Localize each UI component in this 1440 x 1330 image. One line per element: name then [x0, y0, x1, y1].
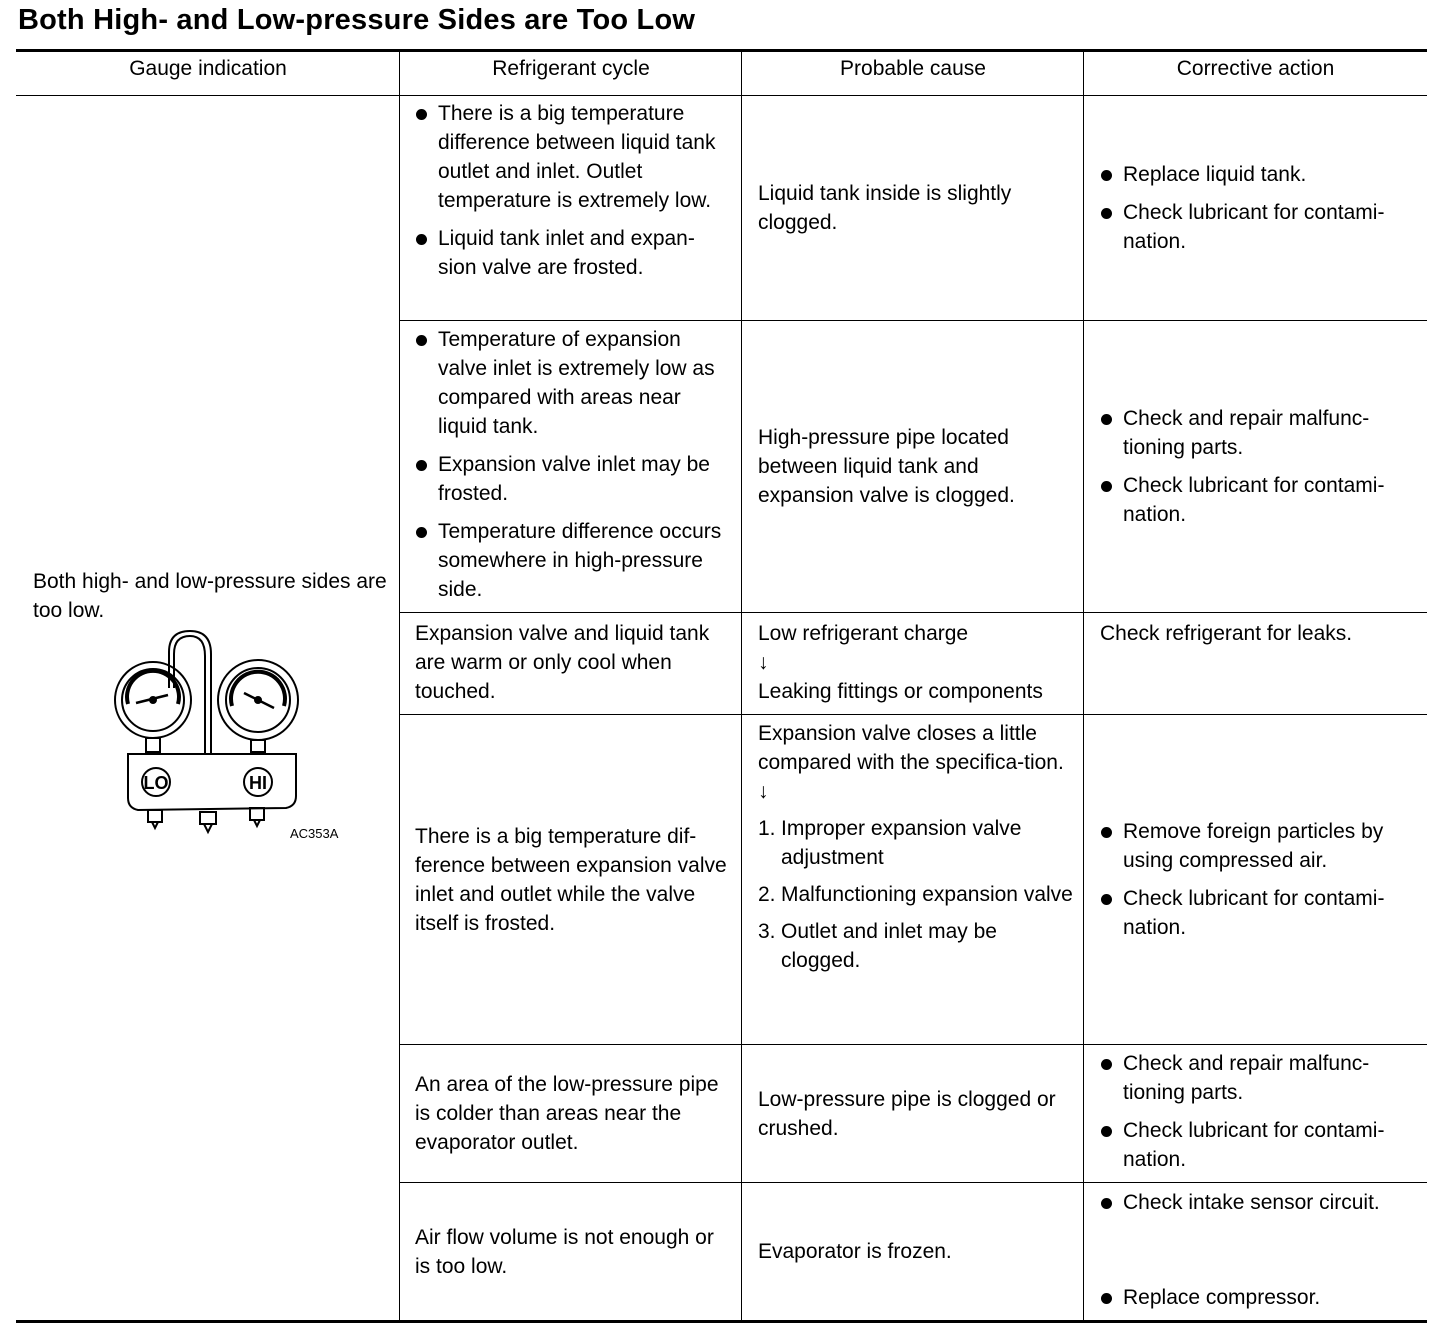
column-divider	[741, 52, 742, 1320]
header-refrigerant-cycle: Refrigerant cycle	[492, 57, 650, 80]
list-item: Remove foreign particles by using compressed air.	[1099, 817, 1419, 875]
column-divider	[1083, 52, 1084, 1320]
lo-label: LO	[143, 773, 169, 793]
header-gauge-indication: Gauge indication	[129, 57, 287, 80]
list-item: Check intake sensor circuit.	[1099, 1188, 1419, 1217]
cause-text: Low-pressure pipe is clogged or crushed.	[758, 1087, 1056, 1140]
gauge-indication-text: Both high- and low-pressure sides are too low.	[33, 570, 387, 622]
row5-refrigerant-cycle	[415, 1045, 733, 1182]
list-item: Check lubricant for contami-nation.	[1099, 471, 1419, 529]
row4-corrective-action	[1099, 715, 1419, 1044]
row3-probable-cause	[758, 619, 1082, 706]
row5-probable-cause	[758, 1045, 1076, 1182]
row3-corrective-action: Check refrigerant for leaks.	[1100, 622, 1353, 645]
page-title: Both High- and Low-pressure Sides are Too Low	[18, 4, 696, 36]
cycle-text: There is a big temperature dif-ference between expansion valve inlet and outlet while the valve itself is frosted.	[415, 824, 727, 935]
row6-probable-cause	[758, 1183, 1076, 1320]
list-item: Check lubricant for contami-nation.	[1099, 884, 1419, 942]
cause-text: Low refrigerant charge	[758, 622, 969, 645]
row6-corrective-action-bottom	[1099, 1283, 1419, 1312]
down-arrow-icon: ↓	[758, 651, 769, 674]
list-item: Temperature difference occurs somewhere in high-pressure side.	[414, 517, 732, 604]
list-item: Check lubricant for contami-nation.	[1099, 198, 1419, 256]
list-item: Expansion valve inlet may be frosted.	[414, 450, 732, 508]
cause-text: High-pressure pipe located between liquid tank and expansion valve is clogged.	[758, 426, 1015, 507]
header-probable-cause: Probable cause	[840, 57, 986, 80]
row6-refrigerant-cycle	[415, 1183, 733, 1320]
cause-text: Liquid tank inside is slightly clogged.	[758, 182, 1012, 234]
cycle-text: Air flow volume is not enough or is too low.	[415, 1225, 714, 1278]
list-item: Replace liquid tank.	[1099, 160, 1419, 189]
list-item: Check lubricant for contami-nation.	[1099, 1116, 1419, 1174]
list-item: Check and repair malfunc-tioning parts.	[1099, 1049, 1419, 1107]
row2-refrigerant-cycle	[414, 325, 732, 604]
list-item: Liquid tank inlet and expan-sion valve are frosted.	[414, 224, 732, 282]
top-rule	[16, 49, 1427, 52]
row2-probable-cause	[758, 321, 1070, 612]
list-item: Check and repair malfunc-tioning parts.	[1099, 404, 1419, 462]
row1-corrective-action	[1099, 96, 1419, 320]
column-divider	[399, 52, 400, 1320]
cause-text: Leaking fittings or components	[758, 680, 1043, 703]
row3-refrigerant-cycle: Expansion valve and liquid tank are warm or only cool when touched.	[415, 622, 710, 703]
row2-corrective-action	[1099, 321, 1419, 612]
list-item: There is a big temperature difference between liquid tank outlet and inlet. Outlet temperature is extremely low.	[414, 99, 732, 215]
row1-refrigerant-cycle	[414, 99, 732, 282]
gauge-manifold-illustration	[108, 628, 308, 843]
row4-refrigerant-cycle	[415, 715, 733, 1044]
list-item: Temperature of expansion valve inlet is extremely low as compared with areas near liquid tank.	[414, 325, 732, 441]
list-item: 3. Outlet and inlet may be clogged.	[758, 920, 997, 972]
cause-text: Evaporator is frozen.	[758, 1240, 952, 1263]
row1-probable-cause	[758, 96, 1070, 320]
bottom-rule	[16, 1320, 1427, 1323]
cause-text: Expansion valve closes a little compared with the specifica-tion.	[758, 722, 1064, 774]
list-item: Replace compressor.	[1099, 1283, 1419, 1312]
header-corrective-action: Corrective action	[1176, 57, 1335, 80]
figure-code: AC353A	[290, 826, 339, 841]
cycle-text: An area of the low-pressure pipe is colder than areas near the evaporator outlet.	[415, 1073, 719, 1154]
list-item: 2. Malfunctioning expansion valve	[758, 883, 1073, 906]
row6-corrective-action-top	[1099, 1188, 1419, 1217]
row-divider	[400, 612, 1427, 613]
down-arrow-icon: ↓	[758, 780, 769, 803]
list-item: 1. Improper expansion valve adjustment	[758, 817, 1022, 869]
row4-probable-cause	[758, 719, 1076, 975]
row5-corrective-action	[1099, 1049, 1419, 1174]
hi-label: HI	[249, 773, 267, 793]
